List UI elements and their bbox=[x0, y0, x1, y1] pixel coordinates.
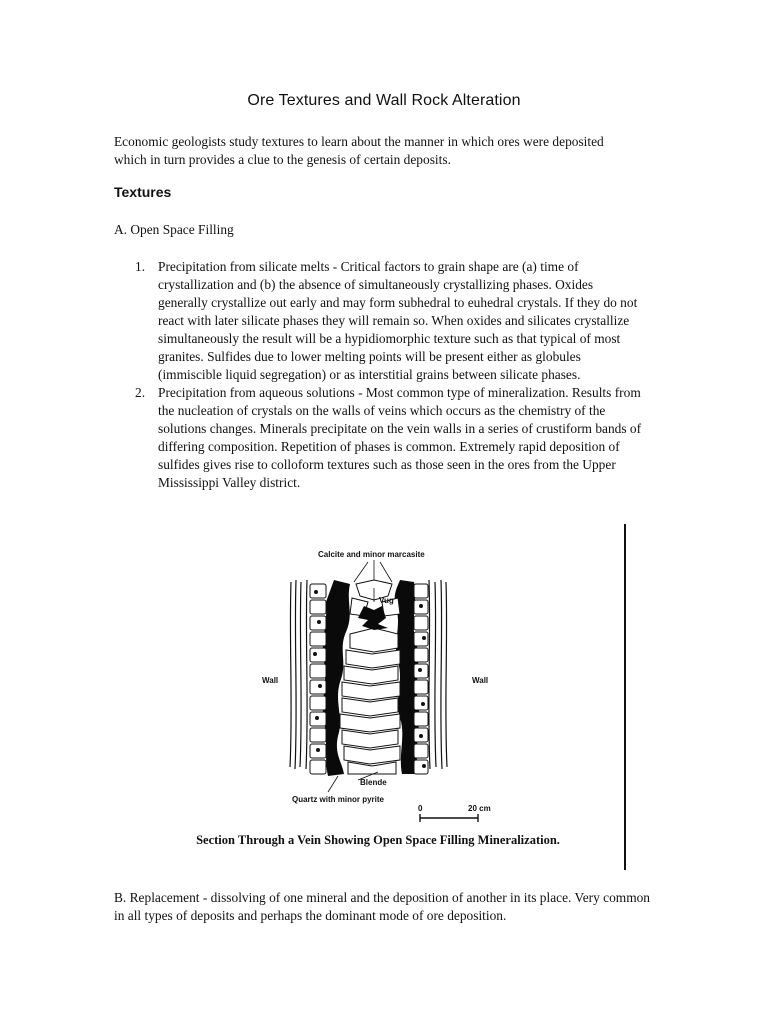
list-item bbox=[114, 258, 654, 384]
wall-right-hatching bbox=[429, 580, 447, 769]
label-quartz: Quartz with minor pyrite bbox=[292, 795, 385, 804]
label-wall-right: Wall bbox=[472, 676, 489, 685]
figure-caption: Section Through a Vein Showing Open Space Filling Mineralization. bbox=[196, 833, 560, 847]
list-item bbox=[114, 384, 654, 492]
numbered-list bbox=[114, 258, 654, 492]
vein-diagram bbox=[178, 522, 628, 832]
vein-section-figure bbox=[178, 522, 628, 872]
list-item-text: Precipitation from aqueous solutions - Most common type of mineralization. Results from the nucleation of crystals on the walls of veins which occurs as the chemistry of the solutions changes. Minerals precipitate on the vein walls in a series of crustiform bands of differing composition. Repetition of phases is common. Extremely rapid deposition of sulfides gives rise to colloform textures such as those seen in the ores from the Upper Mississippi Valley district. bbox=[158, 385, 642, 490]
label-calcite: Calcite and minor marcasite bbox=[318, 550, 425, 559]
document-title: Ore Textures and Wall Rock Alteration bbox=[247, 92, 521, 109]
subsection-open-space-filling: A. Open Space Filling bbox=[114, 222, 234, 237]
list-item-number: 2. bbox=[135, 385, 146, 400]
paragraph-replacement: B. Replacement - dissolving of one mineral and the deposition of another in its place. Very common in all types of deposits and perhaps the dominant mode of ore deposition. bbox=[114, 890, 650, 923]
label-vug: Vug bbox=[379, 596, 394, 605]
list-item-number: 1. bbox=[135, 259, 146, 274]
scale-value: 20 cm bbox=[468, 804, 491, 813]
quartz-crystals-left bbox=[310, 584, 326, 774]
wall-left-hatching bbox=[290, 580, 307, 769]
intro-paragraph: Economic geologists study textures to learn about the manner in which ores were deposited which in turn provides a clue to the genesis of certain deposits. bbox=[114, 134, 604, 167]
list-item-text: Precipitation from silicate melts - Critical factors to grain shape are (a) time of crystallization and (b) the absence of simultaneously crystallizing phases. Oxides generally crystallize out early and may form subhedral to euhedral crystals. If they do not react with later silicate phases they will remain so. When oxides and silicates crystallize simultaneously the result will be a hypidiomorphic texture such as that typical of most granites. Sulfides due to lower melting points will be present either as globules (immiscible liquid segregation) or as interstitial grains between silicate phases. bbox=[158, 259, 638, 382]
scale-bar bbox=[420, 814, 478, 822]
label-wall-left: Wall bbox=[262, 676, 279, 685]
section-heading-textures: Textures bbox=[114, 184, 172, 200]
scale-zero: 0 bbox=[418, 804, 423, 813]
label-blende: Blende bbox=[360, 778, 387, 787]
